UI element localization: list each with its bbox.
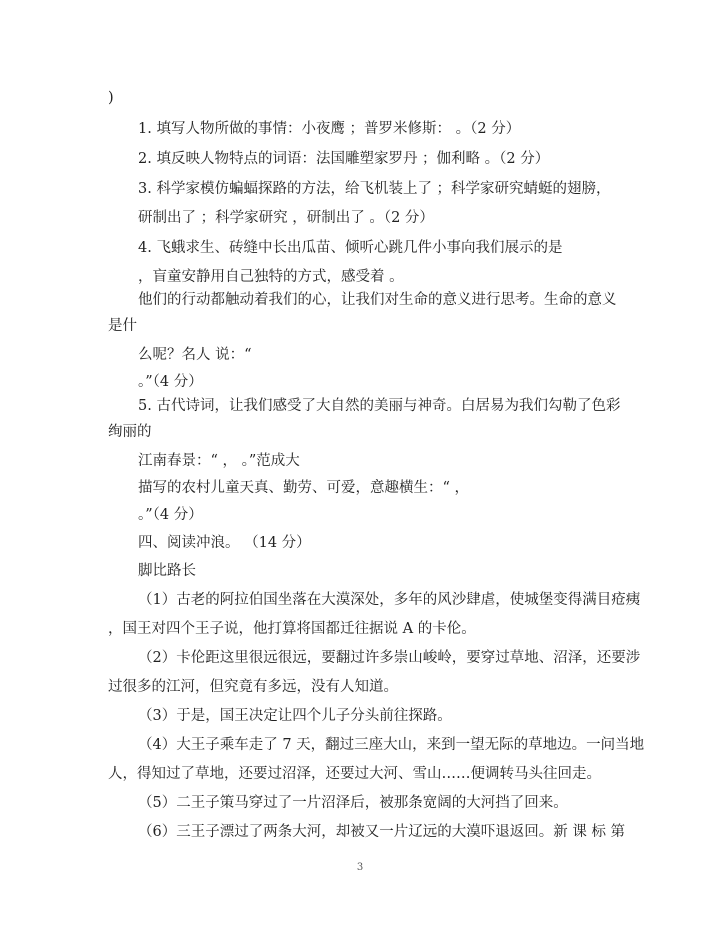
text-line: 。”（4 分） [138, 374, 203, 390]
text-line: （1）古老的阿拉伯国坐落在大漠深处，多年的风沙肆虐，使城堡变得满目疮痍 [138, 592, 641, 608]
text-line: ，国王对四个王子说，他打算将国都迁往据说 A 的卡伦。 [108, 621, 476, 637]
text-line: 是什 [108, 318, 137, 334]
text-line: 四、阅读冲浪。 （14 分） [138, 535, 311, 551]
text-line: 脚比路长 [138, 563, 196, 579]
text-line: 绚丽的 [108, 424, 152, 440]
text-line: 江南春景：“ ， 。”范成大 [138, 453, 300, 469]
text-line: 研制出了 ；科学家研究 ，研制出了 。（2 分） [138, 210, 434, 226]
text-line: （4）大王子乘车走了 7 天，翻过三座大山，来到一望无际的草地边。一问当地 [138, 737, 645, 753]
text-line: ) [108, 90, 114, 106]
text-line: （2）卡伦距这里很远很远，要翻过许多崇山峻岭，要穿过草地、沼泽，还要涉 [138, 650, 641, 666]
text-line: ，盲童安静用自己独特的方式，感受着 。 [138, 269, 404, 285]
text-line: 他们的行动都触动着我们的心，让我们对生命的意义进行思考。生命的意义 [138, 292, 617, 308]
text-line: （5）二王子策马穿过了一片沼泽后，被那条宽阔的大河挡了回来。 [138, 795, 568, 811]
text-line: 过很多的江河，但究竟有多远，没有人知道。 [108, 679, 398, 695]
text-line: 5. 古代诗词，让我们感受了大自然的美丽与神奇。白居易为我们勾勒了色彩 [138, 398, 621, 414]
text-line: 1. 填写人物所做的事情：小夜鹰 ；普罗米修斯： 。（2 分） [138, 121, 521, 137]
text-line: 。”（4 分） [138, 507, 203, 523]
text-line: （3）于是，国王决定让四个儿子分头前往探路。 [138, 708, 452, 724]
text-line: 2. 填反映人物特点的词语：法国雕塑家罗丹 ；伽利略 。（2 分） [138, 151, 550, 167]
page-number: 3 [356, 862, 364, 873]
text-line: 人，得知过了草地，还要过沼泽，还要过大河、雪山……便调转马头往回走。 [108, 766, 601, 782]
text-line: 3. 科学家模仿蝙蝠探路的方法，给飞机装上了 ；科学家研究蜻蜓的翅膀， [138, 181, 611, 197]
text-line: 描写的农村儿童天真、勤劳、可爱，意趣横生：“ ， [138, 480, 470, 496]
text-line: 4. 飞蛾求生、砖缝中长出瓜苗、倾听心跳几件小事向我们展示的是 [138, 240, 563, 256]
text-line: 么呢？名人 说：“ [138, 347, 252, 363]
text-line: （6）三王子漂过了两条大河，却被又一片辽远的大漠吓退返回。新 课 标 第 [138, 824, 626, 840]
